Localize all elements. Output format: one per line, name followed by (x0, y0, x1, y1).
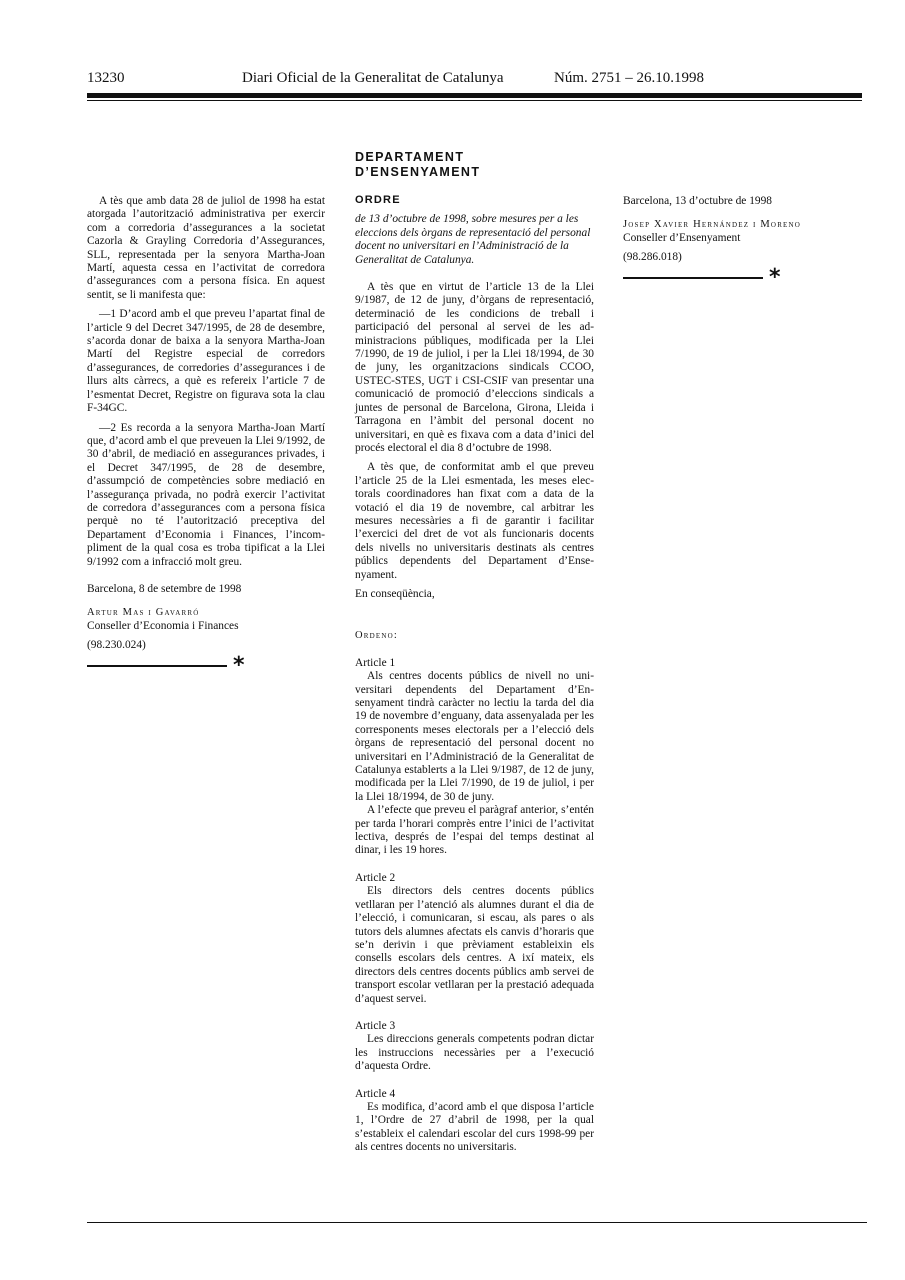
signer-name: Artur Mas i Gavarró (87, 607, 200, 619)
page-header (87, 70, 862, 90)
paragraph: A tès que en virtut de l’article 13 de la Llei 9/1987, de 12 de juny, d’òrgans de representació, determinació de les condicions de treball i participació del personal al servei de les administracions públiques, modificada per la Llei 7/1990, de 19 de juliol, i per la Llei 18/1994, de 30 de juny, les organitzacions sindicals CCOO, USTEC-STES, UGT i CSI-CSIF van presentar una comunicació de promoció d’eleccions sindicals a juntes de personal de Barcelona, Girona, Lleida i Tarragona en l’àmbit del personal docent no universitari, en què es fixava com a data d’inici del procés electoral el dia 8 d’octubre de 1998. (355, 281, 594, 454)
column-left (87, 195, 325, 678)
article-heading: Article 4 (355, 1087, 396, 1100)
end-rule (623, 277, 763, 279)
reference-number: (98.286.018) (623, 251, 682, 264)
end-rule (87, 665, 227, 667)
page-number: 13230 (87, 70, 125, 86)
reference-number: (98.230.024) (87, 639, 146, 652)
header-rule-thin (87, 100, 862, 101)
end-mark (87, 652, 325, 678)
asterisk-icon: * (769, 264, 781, 290)
article-paragraph: Es modifica, d’acord amb el que disposa l’article 1, l’Ordre de 27 d’abril de 1998, per la qual s’estableix el calendari escolar del curs 1998-99 per als centres docents no universitaris. (355, 1100, 594, 1154)
signer-title: Conseller d’Economia i Finances (87, 619, 239, 632)
paragraph: A tès que amb data 28 de juliol de 1998 ha estat atorgada l’autorització administrativa per exercir com a corredoria d’assegurances a la societat Cazorla & Grayling Corredoria d’Assegurances, SLL, representada per la senyora Martha-Joan Martí, aquesta cessa en l’activitat de corredora d’assegurances com a persona física. En aquest sentit, se li manifesta que: (87, 195, 325, 301)
signer-name: Josep Xavier Hernández i Moreno (623, 219, 802, 231)
paragraph: A tès que, de conformitat amb el que preveu l’article 25 de la Llei esmentada, les meses electorals coordinadores han fixat com a data de la votació el dia 19 de novembre, cal arbitrar les mesures necessàries a fi de garantir i facilitar l’exercici del dret de vot als funcionaris docents dels nivells no universitaris destinats als centres públics dependents del Departament d’Ensenyament. (355, 461, 594, 581)
ordre-title: de 13 d’octubre de 1998, sobre mesures per a les eleccions dels òrgans de representació del personal docent no universitari en l’Administració de la Generalitat de Catalunya. (355, 213, 591, 266)
signer-title: Conseller d’Ensenyament (623, 231, 741, 244)
asterisk-icon: * (233, 652, 245, 678)
article-paragraph: Els directors dels centres docents públics vetllaran per l’atenció als alumnes durant el dia de l’elecció, i comunicaran, si escau, als pares o als tutors dels alumnes afectats els canvis d’horaris que se’n derivin i que prèviament estableixin els consells escolars dels centres. A ixí mateix, els directors dels centres docents públics amb servei de transport escolar vetllaran per la prestació adequada d’aquest servei. (355, 885, 594, 1005)
place-date: Barcelona, 13 d’octubre de 1998 (623, 195, 772, 207)
ordre-label: ORDRE (355, 194, 401, 206)
footer-rule (87, 1222, 867, 1223)
article-paragraph: A l’efecte que preveu el paràgraf anterior, s’entén per tarda l’horari comprès entre l’inici de l’activitat lectiva, després de l’espai del temps destinat al dinar, i les 19 hores. (355, 804, 594, 857)
article-heading: Article 3 (355, 1019, 396, 1032)
signature-block (87, 582, 325, 678)
signature-block (623, 195, 863, 290)
column-middle (355, 150, 594, 1161)
publication-title: Diari Oficial de la Generalitat de Catalunya (242, 70, 504, 86)
end-mark (623, 264, 863, 290)
paragraph: —2 Es recorda a la senyora Martha-Joan Martí que, d’acord amb el que preveuen la Llei 9/1992, de 30 d’abril, de mediació en assegurances privades, i el Decret 347/1995, de 28 de desembre, d’assumpció de competències sobre mediació en l’assegurança privada, no podrà exercir l’activitat de corredora d’assegurances com a persona física perquè no té l’autorització preceptiva del Departament d’Economia i Finances, l’incompliment de la qual cosa es troba tipificat a la Llei 9/1992 com a infracció molt greu. (87, 421, 325, 568)
column-right (623, 195, 863, 290)
article-heading: Article 2 (355, 871, 396, 884)
issue-number: Núm. 2751 – 26.10.1998 (554, 70, 704, 86)
paragraph: —1 D’acord amb el que preveu l’apartat final de l’article 9 del Decret 347/1995, de 28 de desembre, s’acorda donar de baixa a la senyora Martha-Joan Martí del Registre especial de corredors d’assegurances, de corredories d’assegurances i de llurs alts càrrecs, a què es refereix l’article 7 de l’esmentat Decret, Registre on figurava sota la clau F-34GC. (87, 308, 325, 415)
article-heading: Article 1 (355, 656, 396, 669)
article-paragraph: Als centres docents públics de nivell no universitari dependents del Departament d’Ensenyament tindrà caràcter no lectiu la tarda del dia 19 de novembre d’enguany, data assenyalada per les corresponents meses electorals per a l’elecció dels òrgans de representació del personal docent no universitari en l’Administració de la Generalitat de Catalunya establerts a la Llei 9/1987, de 12 de juny, modificada per la Llei 7/1990, de 19 de juliol, i per la Llei 18/1994, de 30 de juny. (355, 670, 594, 803)
place-date: Barcelona, 8 de setembre de 1998 (87, 582, 242, 595)
article-paragraph: Les direccions generals competents podran dictar les instruccions necessàries per a l’execució d’aquesta Ordre. (355, 1033, 594, 1073)
header-rule-thick (87, 93, 862, 98)
ordeno-label: Ordeno: (355, 630, 399, 642)
department-heading: DEPARTAMENT D’ENSENYAMENT (355, 150, 481, 179)
paragraph: En conseqüència, (355, 587, 435, 600)
